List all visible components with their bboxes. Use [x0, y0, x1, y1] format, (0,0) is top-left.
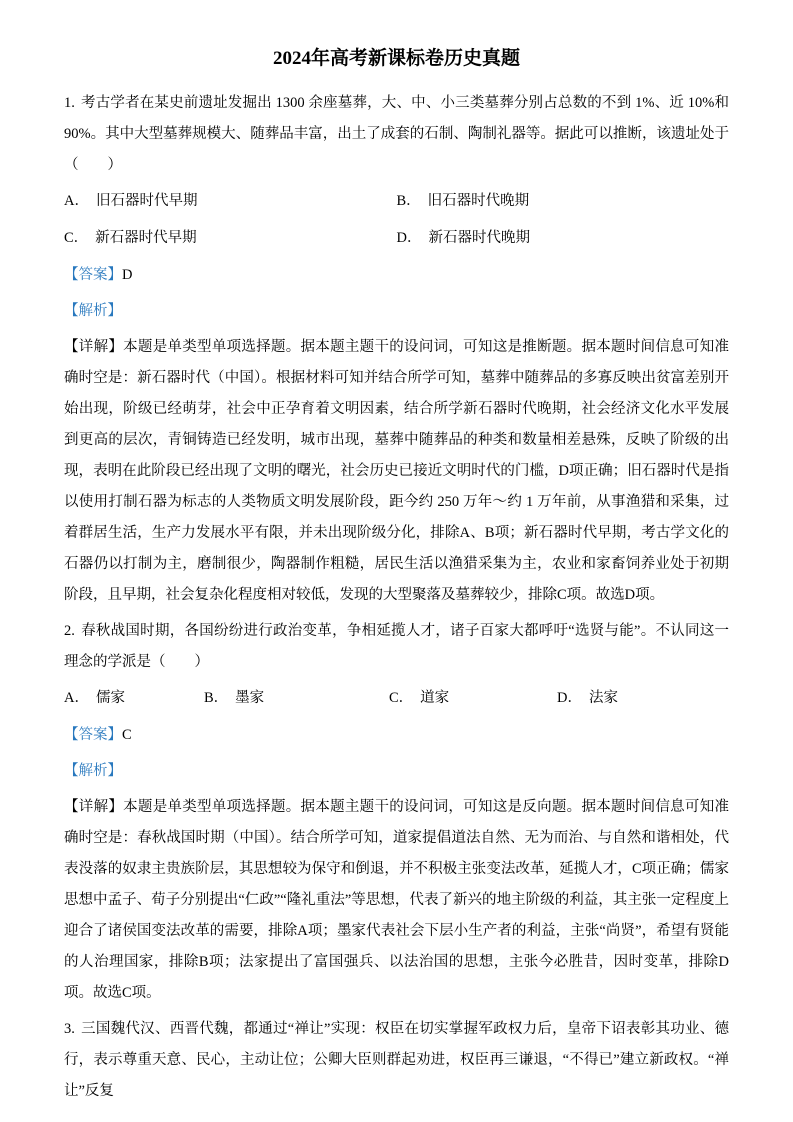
question-1-analysis-label: 【解析】 — [64, 303, 122, 319]
question-2-option-a — [64, 683, 204, 714]
option-b-text: 墨家 — [235, 690, 265, 706]
question-2-option-d — [557, 683, 618, 714]
question-1-stem-text: 考古学者在某史前遗址发掘出 1300 余座墓葬，大、中、小三类墓葬分别占总数的不到 1%、近 10%和 90%。其中大型墓葬规模大、随葬品丰富，出土了成套的石制、陶制礼器等。据此可以推断，该遗址处于（ ） — [64, 95, 729, 173]
question-1-options-row-1 — [64, 186, 729, 217]
question-3-number: 3. — [64, 1021, 75, 1037]
detail-label: 【详解】 — [64, 799, 124, 815]
option-a-text: 旧石器时代早期 — [95, 193, 198, 209]
option-b-label: B． — [204, 690, 229, 706]
question-1-detail — [64, 332, 729, 611]
question-1-options-row-2 — [64, 223, 729, 254]
detail-text: 本题是单类型单项选择题。据本题主题干的设问词，可知这是反向题。据本题时间信息可知准确时空是：春秋战国时期（中国）。结合所学可知，道家提倡道法自然、无为而治、与自然和谐相处，代表没落的奴隶主贵族阶层，其思想较为保守和倒退，并不积极主张变法改革，延揽人才，C项正确；儒家思想中孟子、荀子分别提出“仁政”“隆礼重法”等思想，代表了新兴的地主阶级的利益，其主张一定程度上迎合了诸侯国变法改革的需要，排除A项；墨家代表社会下层小生产者的利益，主张“尚贤”，希望有贤能的人治理国家，排除B项；法家提出了富国强兵、以法治国的思想，主张今必胜昔，因时变革，排除D项。故选C项。 — [64, 799, 730, 1001]
question-1-option-d — [397, 223, 730, 254]
question-1-option-a — [64, 186, 397, 217]
question-3-stem-text: 三国魏代汉、西晋代魏，都通过“禅让”实现：权臣在切实掌握军政权力后，皇帝下诏表彰其功业、德行，表示尊重天意、民心，主动让位；公卿大臣则群起劝进，权臣再三谦退，“不得已”建立新政权。“禅让”反复 — [64, 1021, 729, 1099]
option-d-label: D． — [396, 230, 422, 246]
option-a-label: A． — [64, 193, 89, 209]
question-1-option-b — [397, 186, 730, 217]
option-a-text: 儒家 — [95, 690, 125, 706]
option-d-label: D． — [557, 690, 582, 706]
question-2-number: 2. — [64, 623, 75, 639]
question-1-option-c — [64, 223, 397, 254]
question-2-option-c — [389, 683, 557, 714]
question-2-answer-line — [64, 720, 729, 751]
option-c-text: 新石器时代早期 — [95, 230, 197, 246]
question-3-stem — [64, 1014, 729, 1107]
question-2-stem-text: 春秋战国时期，各国纷纷进行政治变革，争相延揽人才，诸子百家大都呼吁“选贤与能”。不认同这一理念的学派是（ ） — [64, 623, 729, 670]
option-c-label: C． — [389, 690, 414, 706]
question-2-option-b — [204, 683, 389, 714]
option-c-text: 道家 — [420, 690, 450, 706]
option-d-text: 法家 — [588, 690, 618, 706]
question-1-number: 1. — [64, 95, 75, 111]
answer-label: 【答案】 — [64, 727, 122, 743]
option-d-text: 新石器时代晚期 — [428, 230, 530, 246]
document-title: 2024年高考新课标卷历史真题 — [272, 48, 520, 69]
answer-value: D — [122, 267, 133, 283]
question-1 — [64, 88, 729, 611]
answer-value: C — [122, 727, 132, 743]
option-b-text: 旧石器时代晚期 — [427, 193, 530, 209]
question-2-detail — [64, 792, 729, 1009]
question-1-stem — [64, 88, 729, 181]
option-c-label: C． — [64, 230, 89, 246]
option-a-label: A． — [64, 690, 89, 706]
question-2-analysis-label: 【解析】 — [64, 763, 122, 779]
answer-label: 【答案】 — [64, 267, 122, 283]
question-2-options-row — [64, 683, 729, 714]
question-3 — [64, 1014, 729, 1107]
detail-label: 【详解】 — [64, 339, 124, 355]
option-b-label: B． — [396, 193, 421, 209]
question-2 — [64, 616, 729, 1009]
question-1-answer-line — [64, 260, 729, 291]
detail-text: 本题是单类型单项选择题。据本题主题干的设问词，可知这是推断题。据本题时间信息可知准确时空是：新石器时代（中国）。根据材料可知并结合所学可知，墓葬中随葬品的多寡反映出贫富差别开始出现，阶级已经萌芽，社会中正孕育着文明因素，结合所学新石器时代晚期，社会经济文化水平发展到更高的层次，青铜铸造已经发明，城市出现，墓葬中随葬品的种类和数量相差悬殊，反映了阶级的出现，表明在此阶段已经出现了文明的曙光，社会历史已接近文明时代的门槛，D项正确；旧石器时代是指以使用打制石器为标志的人类物质文明发展阶段，距今约 250 万年～约 1 万年前，从事渔猎和采集，过着群居生活，生产力发展水平有限，并未出现阶级分化，排除A、B项；新石器时代早期，考古学文化的石器仍以打制为主，磨制很少，陶器制作粗糙，居民生活以渔猎采集为主，农业和家畜饲养业处于初期阶段，且早期，社会复杂化程度相对较低，发现的大型聚落及墓葬较少，排除C项。故选D项。 — [64, 339, 730, 603]
question-2-stem — [64, 616, 729, 678]
